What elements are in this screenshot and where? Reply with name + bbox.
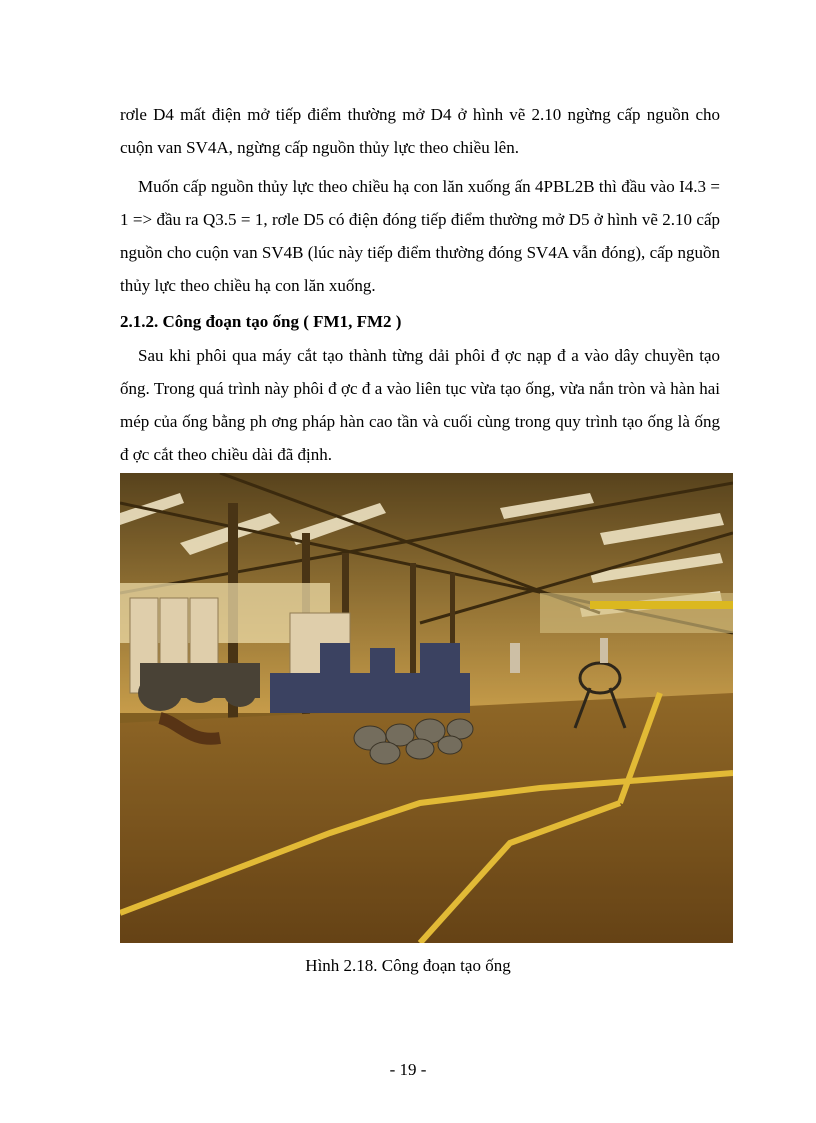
section-heading: 2.1.2. Công đoạn tạo ống ( FM1, FM2 ) (120, 312, 402, 331)
page-number: - 19 - (389, 1060, 427, 1079)
paragraph-3: Sau khi phôi qua máy cắt tạo thành từng dải phôi đ ợc nạp đ a vào dây chuyền tạo ống. Trong quá trình này phôi đ ợc đ a vào liên tục vừa tạo ống, vừa nắn tròn và hàn hai mép của ống bằng ph ơng pháp hàn cao tần và cuối cùng trong quy trình tạo ống là ống đ ợc cắt theo chiều dài đã định. (120, 346, 720, 464)
figure-caption: Hình 2.18. Công đoạn tạo ống (305, 956, 511, 975)
factory-photo (120, 473, 733, 943)
factory-photo-illustration (120, 473, 733, 943)
paragraph-2: Muốn cấp nguồn thủy lực theo chiều hạ con lăn xuống ấn 4PBL2B thì đầu vào I4.3 = 1 => đầu ra Q3.5 = 1, rơle D5 có điện đóng tiếp điểm thường mở D5 ở hình vẽ 2.10 cấp nguồn cho cuộn van SV4B (lúc này tiếp điểm thường đóng SV4A vẫn đóng), cấp nguồn thủy lực theo chiều hạ con lăn xuống. (120, 177, 720, 295)
paragraph-1: rơle D4 mất điện mở tiếp điểm thường mở D4 ở hình vẽ 2.10 ngừng cấp nguồn cho cuộn van SV4A, ngừng cấp nguồn thủy lực theo chiều lên. (120, 105, 720, 157)
